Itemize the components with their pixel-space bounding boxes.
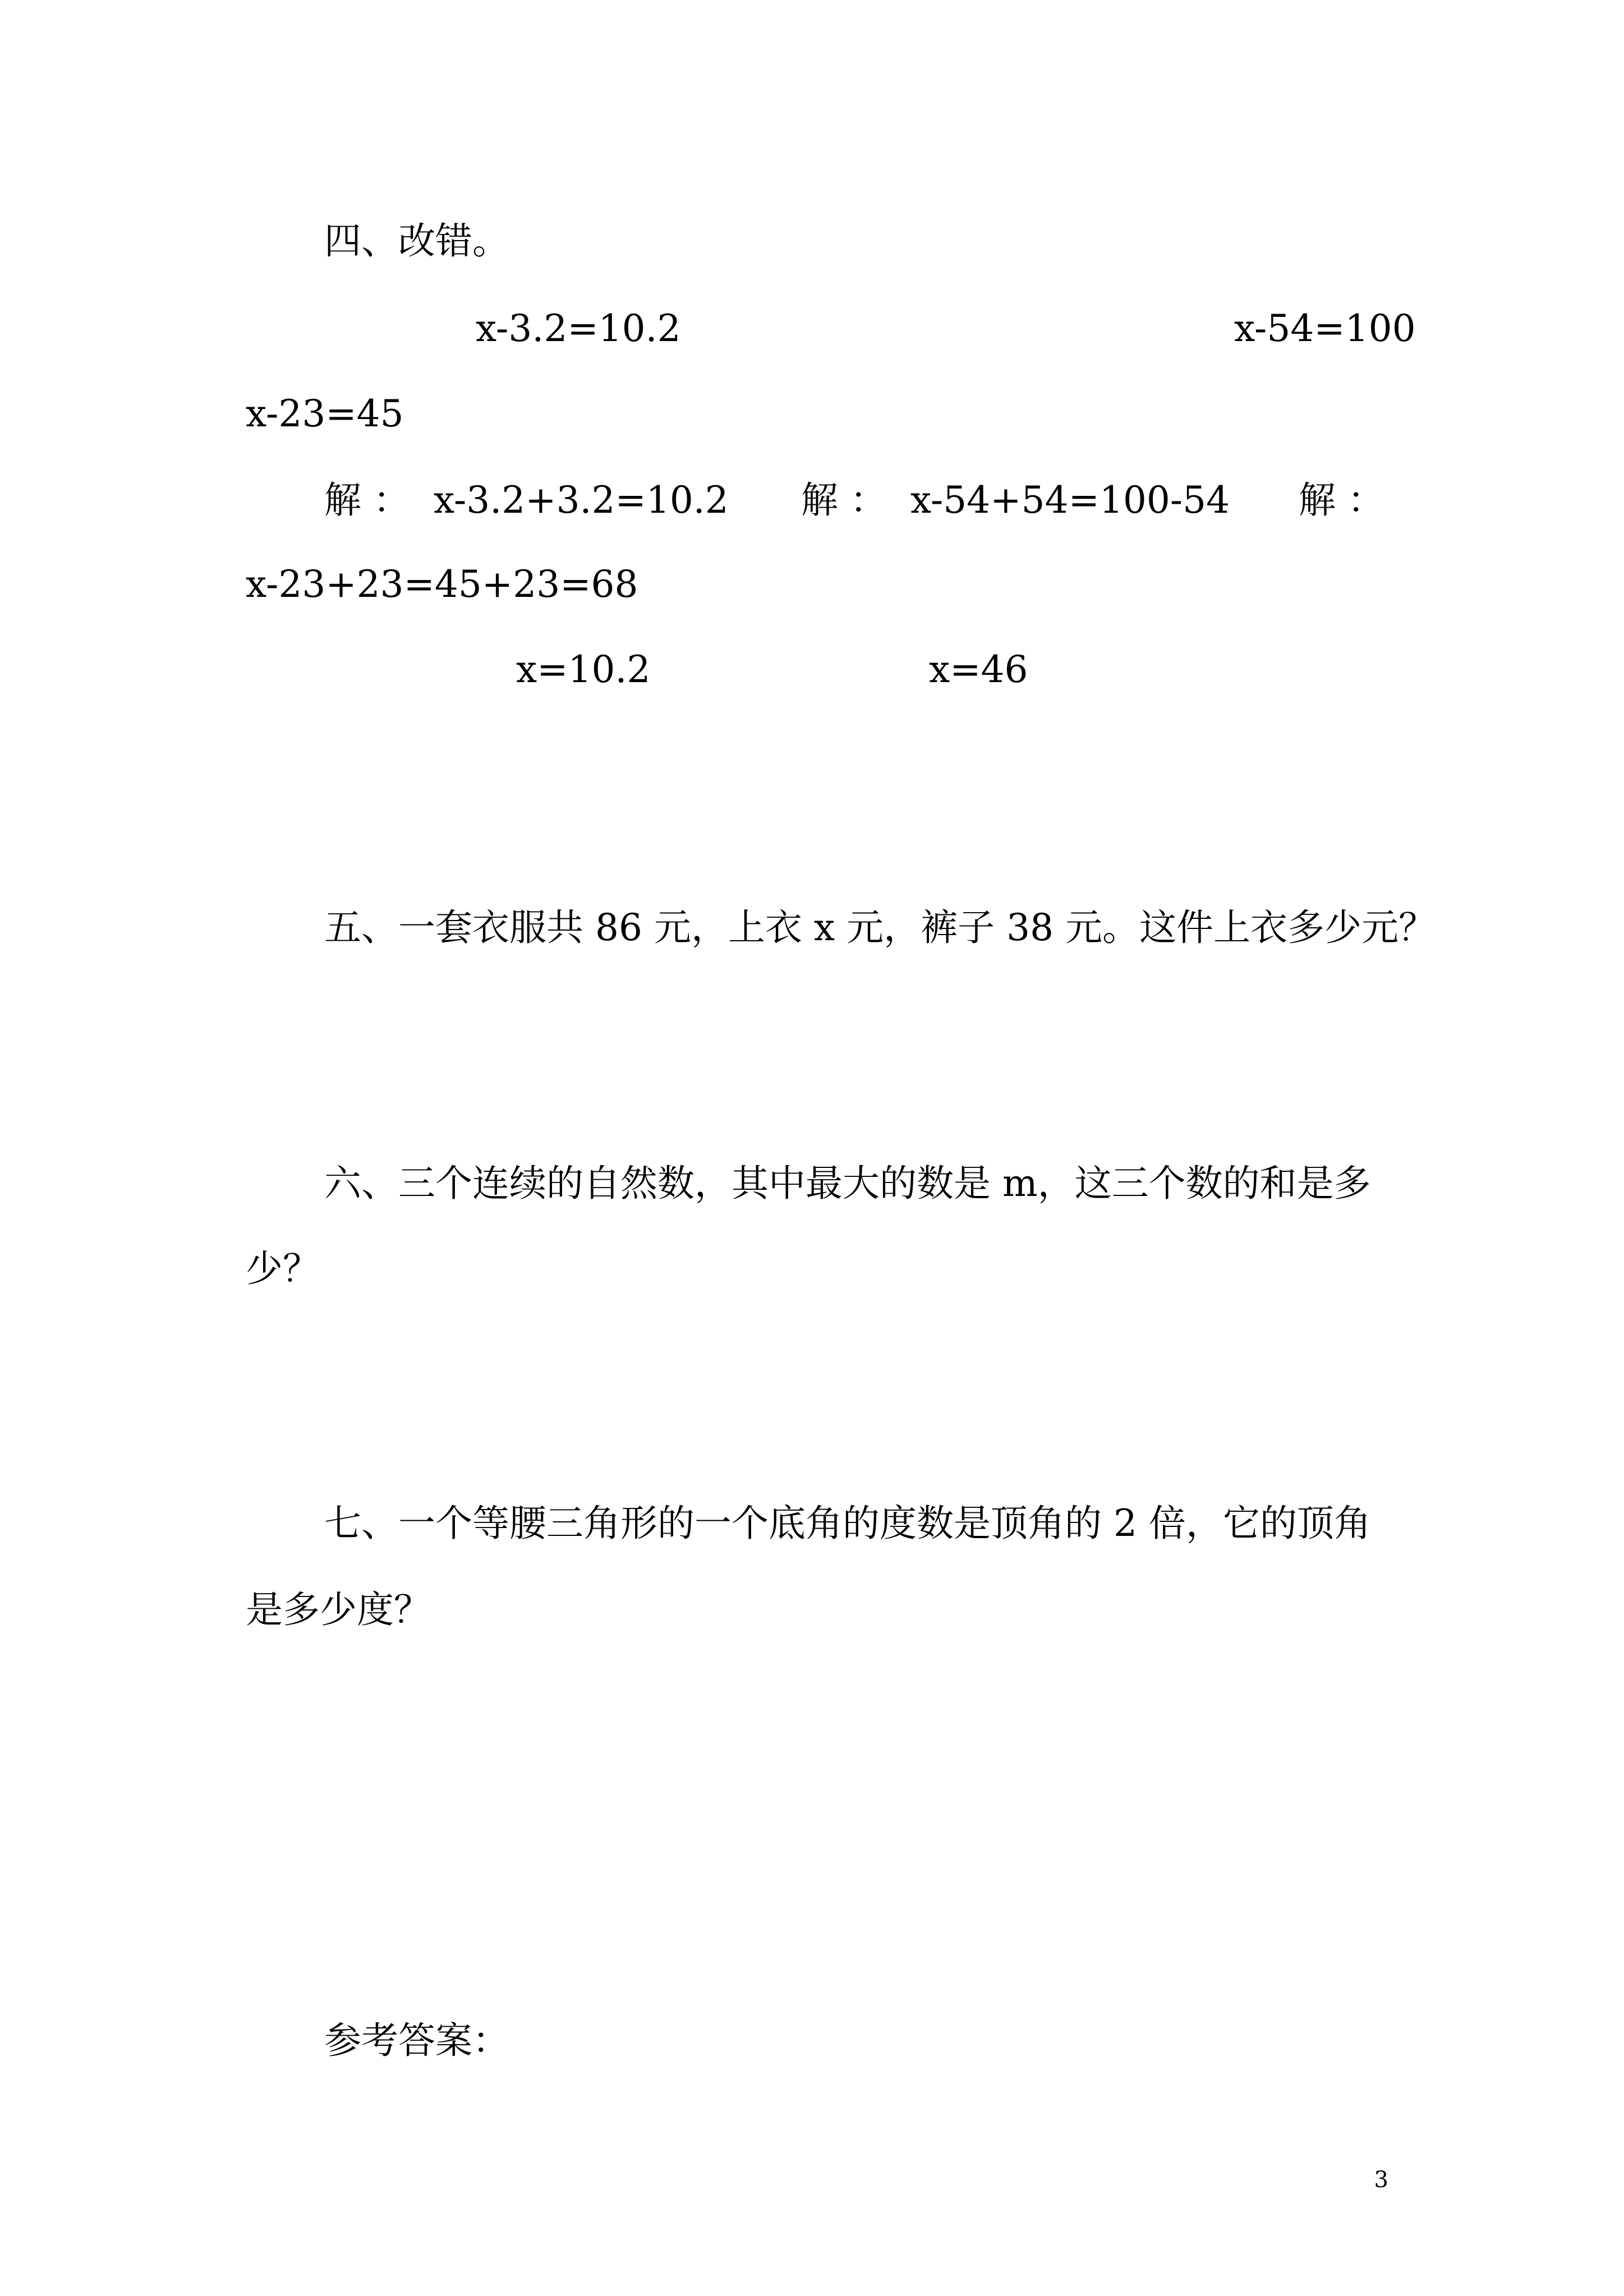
solution-2-result: x=46 xyxy=(929,648,1028,691)
equation-2: x-54=100 xyxy=(1234,307,1416,350)
section-6-line-1: 六、三个连续的自然数，其中最大的数是 m，这三个数的和是多 xyxy=(324,1162,1371,1205)
section-4-title: 四、改错。 xyxy=(324,219,509,263)
equation-1: x-3.2=10.2 xyxy=(476,307,681,350)
solution-2-step: 解 ： x-54+54=100-54 xyxy=(801,478,1230,522)
equation-3: x-23=45 xyxy=(246,392,404,435)
solution-3-label: 解 ： xyxy=(1299,478,1384,522)
section-5-question: 五、一套衣服共 86 元，上衣 x 元，裤子 38 元。这件上衣多少元？ xyxy=(324,906,1436,949)
page-number: 3 xyxy=(1374,2167,1388,2193)
section-7-line-2: 是多少度？ xyxy=(246,1588,431,1631)
section-7-line-1: 七、一个等腰三角形的一个底角的度数是顶角的 2 倍，它的顶角 xyxy=(324,1502,1371,1545)
section-6-line-2: 少？ xyxy=(246,1247,320,1290)
solution-1-result: x=10.2 xyxy=(516,648,651,691)
answers-title: 参考答案： xyxy=(324,2019,509,2062)
solution-1-step: 解 ： x-3.2+3.2=10.2 xyxy=(324,478,729,522)
solution-3-step: x-23+23=45+23=68 xyxy=(246,563,638,606)
